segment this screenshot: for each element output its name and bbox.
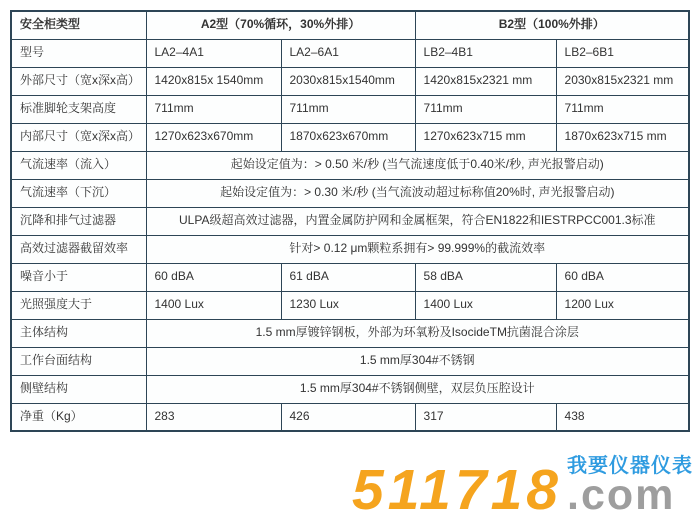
cell-span-value: 起始设定值为：> 0.50 米/秒 (当气流速度低于0.40米/秒, 声光报警启动)	[146, 151, 689, 179]
row-label: 高效过滤器截留效率	[11, 235, 146, 263]
table-row-illumination	[11, 291, 689, 319]
row-label: 光照强度大于	[11, 291, 146, 319]
cell-value: 2030x815x2321 mm	[556, 67, 689, 95]
row-label: 侧壁结构	[11, 375, 146, 403]
cell-value: 711mm	[415, 95, 556, 123]
spec-table	[10, 10, 690, 432]
row-label: 内部尺寸（宽x深x高）	[11, 123, 146, 151]
cell-span-value: 起始设定值为：> 0.30 米/秒 (当气流波动超过标称值20%时, 声光报警启动)	[146, 179, 689, 207]
watermark-number: 511718	[352, 457, 562, 520]
cell-value: 1230 Lux	[281, 291, 415, 319]
cell-value: LB2–6B1	[556, 39, 689, 67]
cell-value: 1270x623x670mm	[146, 123, 281, 151]
table-row-model	[11, 39, 689, 67]
cell-value: 283	[146, 403, 281, 431]
cell-value: 317	[415, 403, 556, 431]
table-row-main-structure	[11, 319, 689, 347]
cell-value: 2030x815x1540mm	[281, 67, 415, 95]
cell-value: 60 dBA	[146, 263, 281, 291]
table-row-caster-stand-height	[11, 95, 689, 123]
cell-span-value: 1.5 mm厚304#不锈钢侧壁，双层负压腔设计	[146, 375, 689, 403]
cell-value: 1400 Lux	[415, 291, 556, 319]
cell-value: 1870x623x670mm	[281, 123, 415, 151]
cell-value: 438	[556, 403, 689, 431]
cell-value: 426	[281, 403, 415, 431]
row-label: 型号	[11, 39, 146, 67]
cell-value: LB2–4B1	[415, 39, 556, 67]
cell-value: 1400 Lux	[146, 291, 281, 319]
watermark-logo	[352, 455, 693, 520]
row-label: 气流速率（下沉）	[11, 179, 146, 207]
cell-span-value: ULPA级超高效过滤器，内置金属防护网和金属框架，符合EN1822和IESTRPCC001.3标准	[146, 207, 689, 235]
cell-value: 1270x623x715 mm	[415, 123, 556, 151]
table-row-worktop-structure	[11, 347, 689, 375]
cell-value: 58 dBA	[415, 263, 556, 291]
table-row-filters	[11, 207, 689, 235]
watermark-domain: .com	[567, 471, 676, 520]
header-group-a2: A2型（70%循环，30%外排）	[146, 11, 415, 39]
table-row-net-weight	[11, 403, 689, 431]
cell-value: 1420x815x2321 mm	[415, 67, 556, 95]
cell-span-value: 针对> 0.12 μm颗粒系拥有> 99.999%的截流效率	[146, 235, 689, 263]
cell-value: 1870x623x715 mm	[556, 123, 689, 151]
row-label: 标准脚轮支架高度	[11, 95, 146, 123]
row-label: 外部尺寸（宽x深x高）	[11, 67, 146, 95]
cell-value: 711mm	[281, 95, 415, 123]
cell-value: 711mm	[556, 95, 689, 123]
table-row-airflow-downflow	[11, 179, 689, 207]
cell-value: 711mm	[146, 95, 281, 123]
table-row-external-dimensions	[11, 67, 689, 95]
cell-span-value: 1.5 mm厚304#不锈钢	[146, 347, 689, 375]
watermark-right-block	[567, 455, 693, 520]
row-label: 沉降和排气过滤器	[11, 207, 146, 235]
watermark-tagline: 我要仪器仪表	[567, 455, 693, 478]
cell-value: LA2–6A1	[281, 39, 415, 67]
header-cabinet-type-label: 安全柜类型	[11, 11, 146, 39]
cell-value: 61 dBA	[281, 263, 415, 291]
cell-value: LA2–4A1	[146, 39, 281, 67]
table-row-filter-efficiency	[11, 235, 689, 263]
table-row-airflow-inflow	[11, 151, 689, 179]
table-row-noise	[11, 263, 689, 291]
row-label: 气流速率（流入）	[11, 151, 146, 179]
cell-value: 1420x815x 1540mm	[146, 67, 281, 95]
row-label: 主体结构	[11, 319, 146, 347]
table-row-internal-dimensions	[11, 123, 689, 151]
table-row-sidewall-structure	[11, 375, 689, 403]
cell-span-value: 1.5 mm厚镀锌钢板，外部为环氧粉及IsocideTM抗菌混合涂层	[146, 319, 689, 347]
table-header-row	[11, 11, 689, 39]
header-group-b2: B2型（100%外排）	[415, 11, 689, 39]
row-label: 净重（Kg）	[11, 403, 146, 431]
cell-value: 60 dBA	[556, 263, 689, 291]
cell-value: 1200 Lux	[556, 291, 689, 319]
row-label: 工作台面结构	[11, 347, 146, 375]
row-label: 噪音小于	[11, 263, 146, 291]
